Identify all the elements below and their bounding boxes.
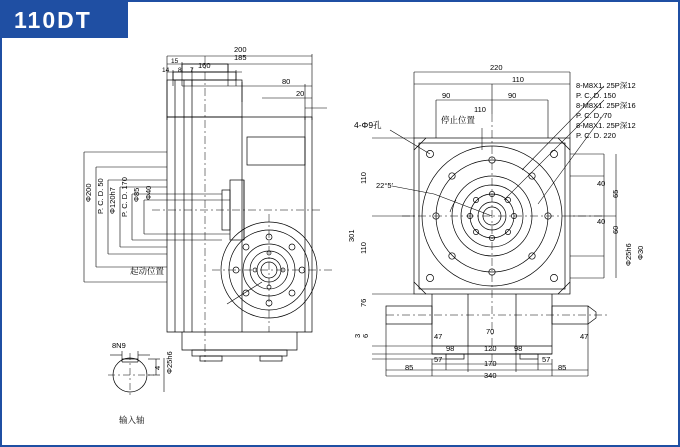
shaft-detail-drawing (102, 347, 192, 407)
dim-left-185: 185 (234, 53, 247, 62)
dim-right-40b: 40 (597, 217, 606, 226)
angle-label: 22°5′ (376, 181, 393, 190)
thread-note-1: 8-M8X1. 25P深12 (576, 81, 636, 90)
callout-stop-position: 停止位置 (441, 115, 476, 125)
dim-bottom-98b: 98 (514, 344, 523, 353)
dim-bottom-47b: 47 (580, 332, 589, 341)
dim-right-40a: 40 (597, 179, 606, 188)
callout-start-position: 起动位置 (130, 266, 165, 276)
shaft-diameter-label: Φ25h6 (165, 351, 174, 374)
dim-bottom-47a: 47 (434, 332, 443, 341)
dim-left-200: 200 (234, 45, 247, 54)
dim-bottom-57b: 57 (542, 355, 551, 364)
dim-left-20: 20 (296, 89, 305, 98)
dim-bottom-170: 170 (484, 359, 497, 368)
dim-bottom-57a: 57 (434, 355, 443, 364)
model-title: 110DT (14, 6, 92, 33)
dim-bottom-120: 120 (484, 344, 497, 353)
dim-bottom-85a: 85 (405, 363, 414, 372)
dim-left-8: 8 (178, 67, 182, 74)
dim-left-phi40: Φ40 (144, 185, 153, 200)
shaft-depth-label: 4 (153, 365, 162, 370)
dim-right-90b: 90 (508, 91, 517, 100)
dim-right-110-lower: 110 (359, 242, 368, 254)
dim-bottom-70: 70 (486, 327, 495, 336)
dim-bottom-340: 340 (484, 371, 497, 380)
dim-right-76: 76 (359, 298, 368, 307)
dim-left-15: 15 (171, 58, 179, 65)
thread-note-2: P. C. D. 150 (576, 91, 616, 100)
dim-right-220: 220 (490, 63, 503, 72)
dim-right-60: 60 (611, 225, 620, 234)
shaft-caption: 输入轴 (119, 415, 145, 425)
dim-bottom-98a: 98 (446, 344, 455, 353)
dim-right-110a: 110 (512, 75, 524, 84)
dim-left-phi200: Φ200 (84, 183, 93, 202)
model-title-badge (2, 2, 128, 38)
dim-left-14: 14 (162, 67, 170, 74)
dim-left-80: 80 (282, 77, 291, 86)
thread-note-6: P. C. D. 220 (576, 131, 616, 140)
callout-4-phi9-holes: 4-Φ9孔 (354, 120, 382, 130)
dim-left-phi120h7: Φ120h7 (108, 187, 117, 214)
dim-left-7: 7 (190, 67, 194, 74)
dim-left-pcd170: P. C. D. 170 (120, 177, 129, 217)
dim-left-phi85: Φ85 (132, 187, 141, 202)
dim-right-phi30: Φ30 (636, 245, 645, 260)
dim-right-65: 65 (611, 189, 620, 198)
shaft-key-label: 8N9 (112, 341, 126, 350)
thread-note-3: 8-M8X1. 25P深16 (576, 101, 636, 110)
dim-left-pcd50: P. C. D. 50 (96, 178, 105, 214)
dim-right-3: 3 (353, 333, 362, 338)
dim-bottom-85b: 85 (558, 363, 567, 372)
dim-left-160: 160 (198, 61, 211, 70)
dim-right-90a: 90 (442, 91, 451, 100)
thread-note-5: 8-M8X1. 25P深12 (576, 121, 636, 130)
thread-note-4: P. C. D. 70 (576, 111, 612, 120)
dim-right-110b: 110 (474, 105, 486, 114)
dim-right-301: 301 (347, 229, 356, 242)
dim-right-110-upper: 110 (359, 172, 368, 184)
dim-right-6: 6 (361, 333, 370, 338)
dim-right-phi25h6: Φ25h6 (624, 243, 633, 266)
